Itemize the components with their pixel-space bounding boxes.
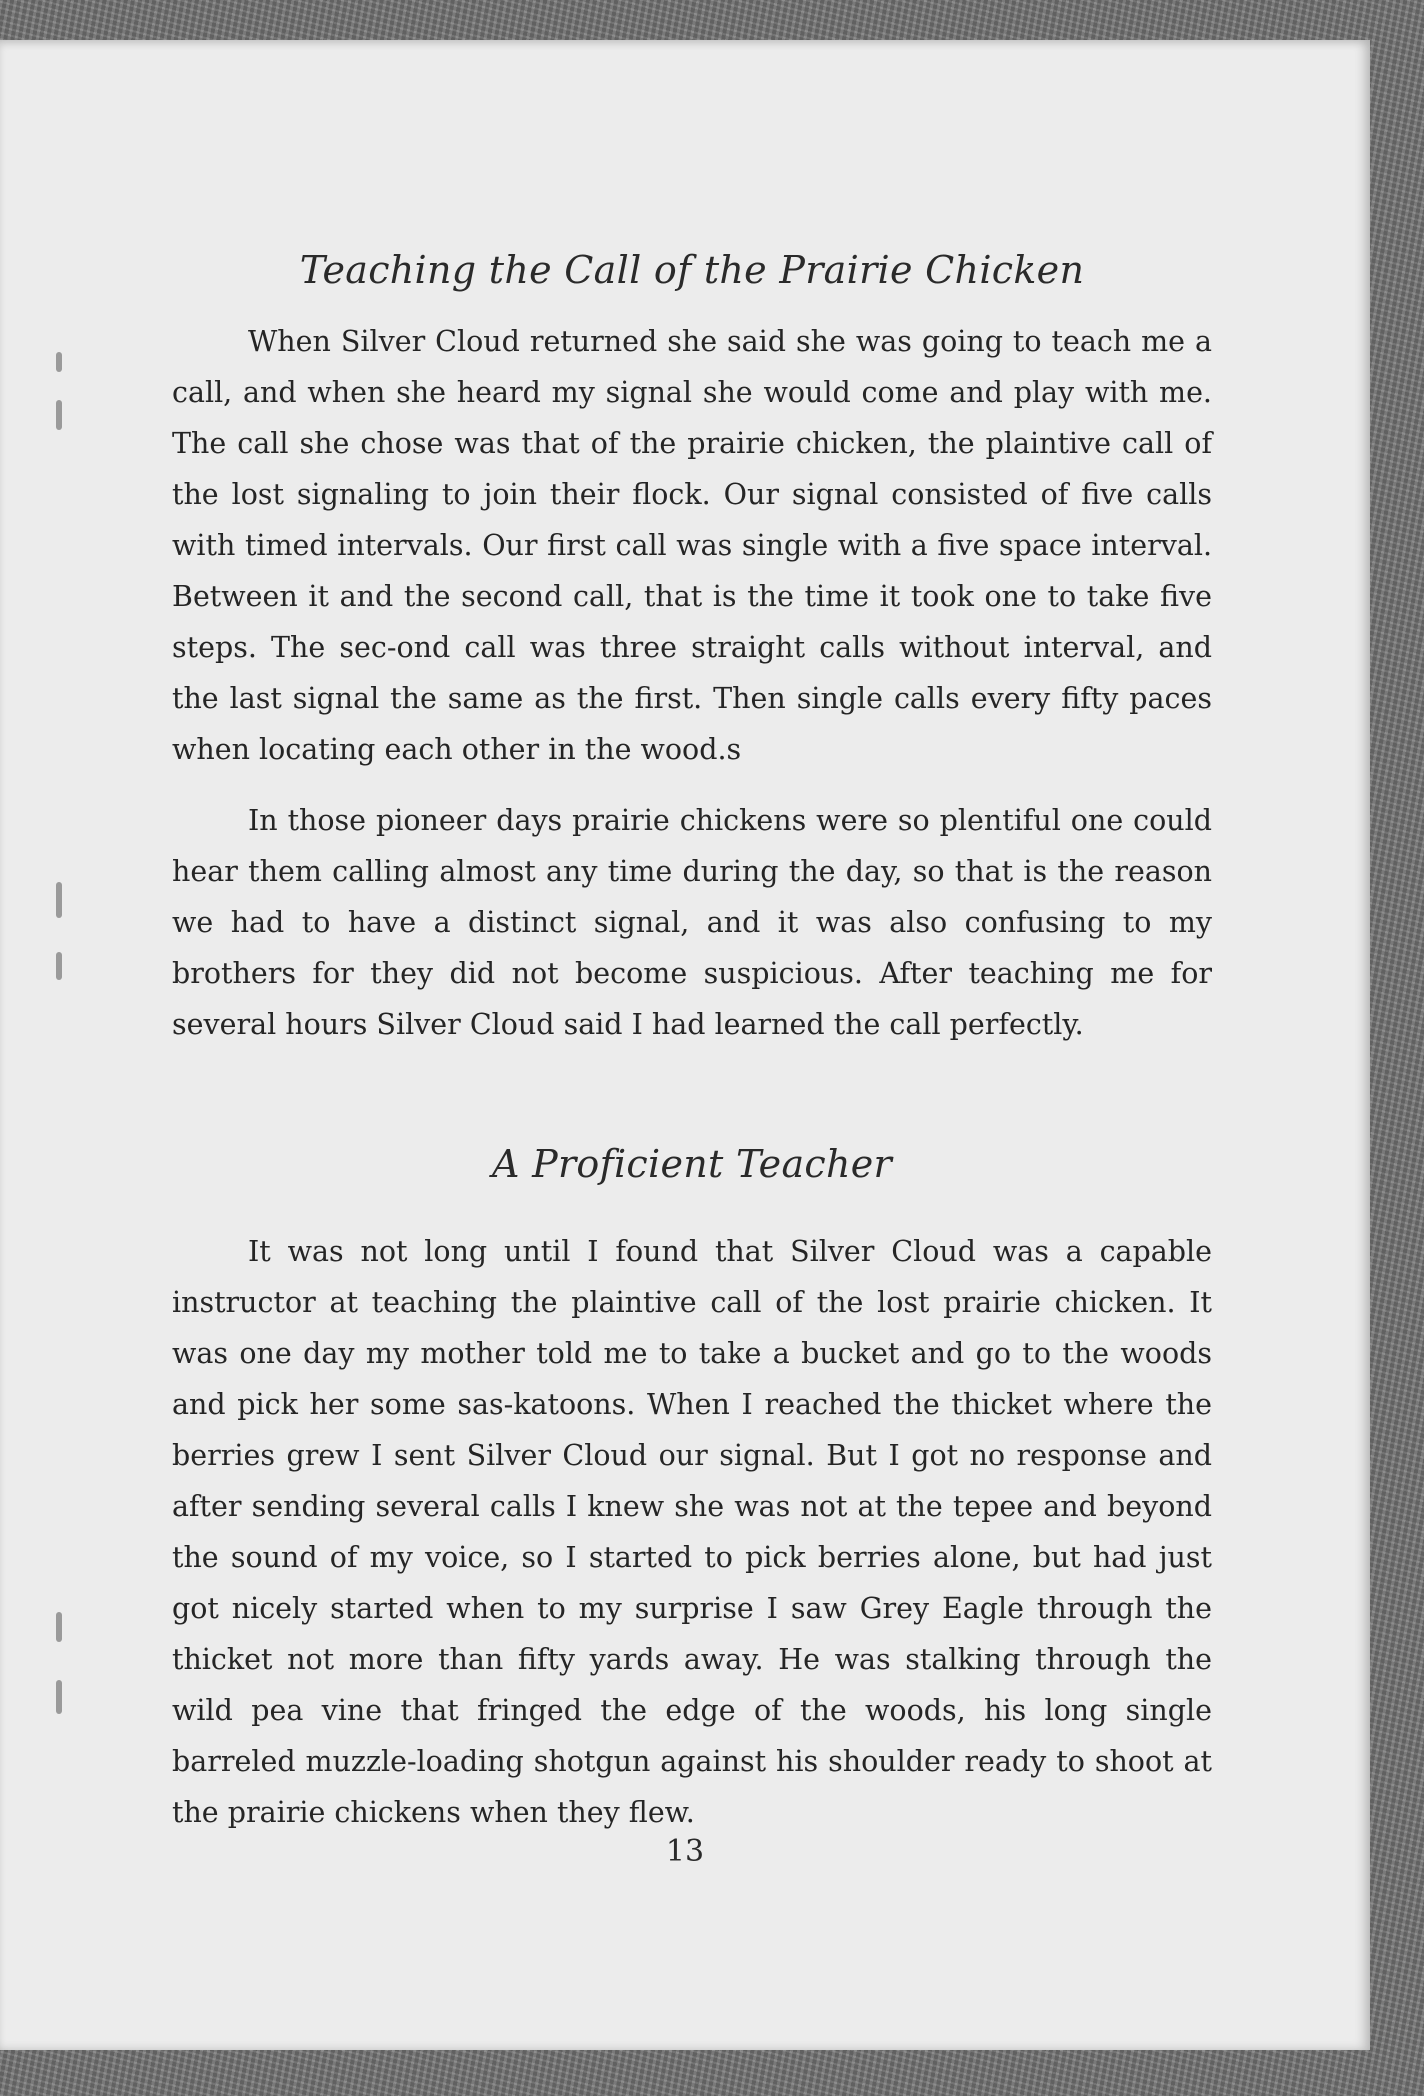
binding-mark	[56, 1680, 62, 1714]
binding-mark	[56, 400, 62, 430]
binding-mark	[56, 882, 62, 918]
page-number: 13	[665, 1834, 705, 1869]
binding-mark	[56, 352, 62, 372]
section-heading-proficient-teacher: A Proficient Teacher	[491, 1142, 893, 1186]
paragraph: When Silver Cloud returned she said she was going to teach me a call, and when she heard my signal she would come and play with me. The call she chose was that of the prairie chicken, the plaintive call of the lost signaling to join their flock. Our signal consisted of five calls with timed intervals. Our first call was single with a five space interval. Between it and the second call, that is the time it took one to take five steps. The sec-ond call was three straight calls without interval, and the last signal the same as the first. Then single calls every fifty paces when locating each other in the wood.s	[172, 325, 1212, 766]
binding-mark	[56, 952, 62, 980]
section-heading-teaching-call: Teaching the Call of the Prairie Chicken	[299, 248, 1085, 292]
paragraph: It was not long until I found that Silver Cloud was a capable instructor at teaching the plaintive call of the lost prairie chicken. It was one day my mother told me to take a bucket and go to the woods and pick her some sas-katoons. When I reached the thicket where the berries grew I sent Silver Cloud our signal. But I got no response and after sending several calls I knew she was not at the tepee and beyond the sound of my voice, so I started to pick berries alone, but had just got nicely started when to my surprise I saw Grey Eagle through the thicket not more than fifty yards away. He was stalking through the wild pea vine that fringed the edge of the woods, his long single barreled muzzle-loading shotgun against his shoulder ready to shoot at the prairie chickens when they flew.	[172, 1235, 1212, 1829]
paragraph: In those pioneer days prairie chickens were so plentiful one could hear them calling almost any time during the day, so that is the reason we had to have a distinct signal, and it was also confusing to my brothers for they did not become suspicious. After teaching me for several hours Silver Cloud said I had learned the call perfectly.	[172, 804, 1212, 1041]
page-content	[172, 210, 1212, 1858]
book-page	[0, 40, 1370, 2050]
binding-mark	[56, 1612, 62, 1642]
